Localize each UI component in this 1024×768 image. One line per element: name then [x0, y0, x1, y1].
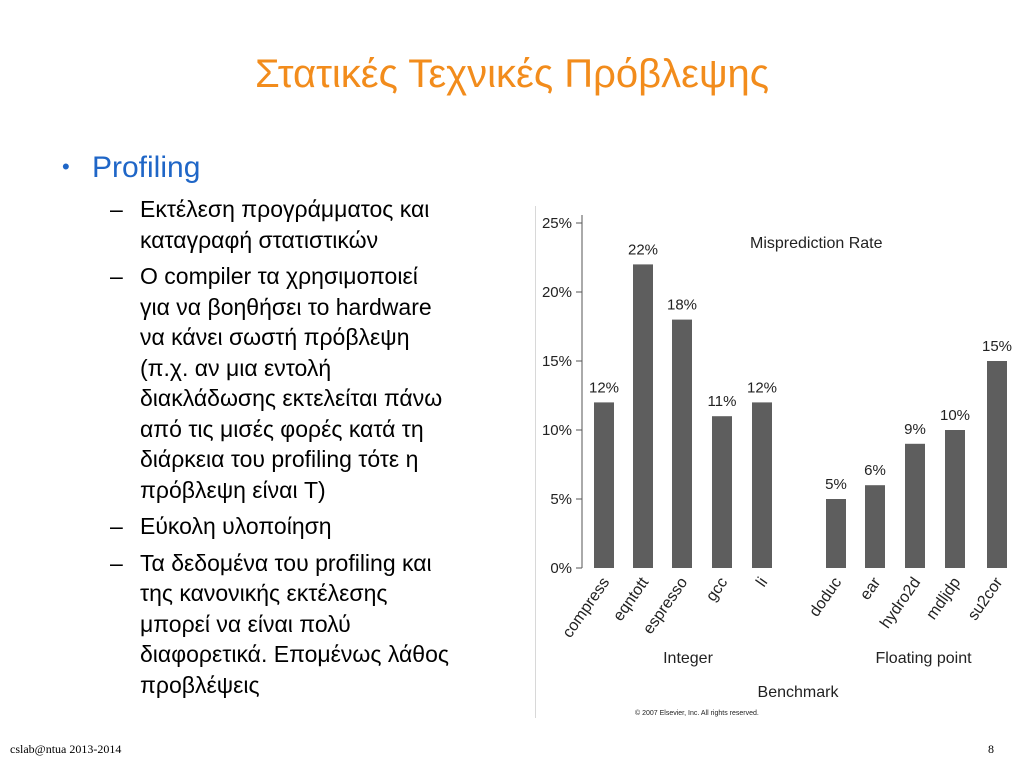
- bar: [865, 485, 885, 568]
- x-tick-label: su2cor: [964, 574, 1007, 624]
- x-tick-label: espresso: [640, 574, 692, 638]
- bar-value-label: 15%: [981, 338, 1013, 355]
- footer-credit: cslab@ntua 2013-2014: [10, 742, 122, 756]
- x-tick-label: hydro2d: [877, 574, 925, 632]
- x-tick-label: gcc: [703, 574, 732, 605]
- sub-bullet-item: [62, 194, 532, 255]
- x-axis-label: Benchmark: [757, 684, 839, 701]
- bullet-list: [62, 150, 532, 706]
- group-label-integer: Integer: [663, 650, 713, 667]
- dash-marker: –: [110, 196, 123, 222]
- bar: [633, 264, 653, 568]
- slide-title: Στατικές Τεχνικές Πρόβλεψης: [254, 52, 770, 96]
- bullet-label: Profiling: [92, 151, 201, 184]
- y-tick-label: 0%: [550, 560, 572, 577]
- bar-value-label: 22%: [627, 241, 659, 259]
- x-tick-label: doduc: [806, 574, 846, 621]
- x-tick-label: ear: [857, 574, 885, 604]
- bar-value-label: 11%: [707, 393, 737, 411]
- bar-value-label: 10%: [939, 407, 971, 424]
- sub-bullet-item: [62, 511, 532, 542]
- sub-bullet-text: Τα δεδομένα του profiling και της κανονικής εκτέλεσης μπορεί να είναι πολύ διαφορετικά. Επομένως λάθος προβλέψεις: [140, 549, 449, 698]
- bar-value-label: 9%: [904, 420, 926, 438]
- page-number: 8: [988, 742, 994, 756]
- sub-bullet-text: Ο compiler τα χρησιμοποιεί για να βοηθήσει το hardware να κάνει σωστή πρόβλεψη (π.χ. αν μια εντολή διακλάδωσης εκτελείται πάνω από τις μισές φορές κατά τη διάρκεια του profiling τότε η πρόβλεψη είναι T): [140, 263, 443, 503]
- y-tick-label: 15%: [541, 353, 572, 370]
- bar: [905, 444, 925, 568]
- sub-bullet-item: [62, 548, 532, 701]
- bar: [826, 499, 846, 568]
- bar: [594, 402, 614, 568]
- misprediction-chart: [530, 200, 1024, 725]
- bar: [752, 402, 772, 568]
- group-label-floating-point: Floating point: [875, 650, 972, 667]
- bar-value-label: 12%: [746, 379, 778, 397]
- dash-marker: –: [110, 263, 123, 289]
- sub-bullet-list: [62, 194, 532, 700]
- bar: [945, 430, 965, 568]
- bullet-marker: •: [62, 154, 70, 179]
- copyright-notice: © 2007 Elsevier, Inc. All rights reserved.: [635, 710, 759, 717]
- dash-marker: –: [110, 549, 123, 576]
- sub-bullet-item: [62, 261, 532, 505]
- sub-bullet-text: Εύκολη υλοποίηση: [140, 513, 332, 539]
- sub-bullet-text: Εκτέλεση προγράμματος και καταγραφή στατιστικών: [140, 196, 430, 253]
- y-tick-label: 5%: [550, 491, 572, 508]
- x-tick-label: mdljdp: [923, 574, 965, 623]
- y-tick-label: 10%: [541, 422, 572, 439]
- dash-marker: –: [110, 513, 123, 539]
- bar-value-label: 5%: [825, 476, 847, 493]
- x-tick-label: compress: [559, 574, 614, 642]
- bar-value-label: 18%: [666, 296, 698, 314]
- bar: [712, 416, 732, 568]
- bar: [987, 361, 1007, 568]
- bullet-profiling: [62, 150, 532, 186]
- chart-title: Misprediction Rate: [750, 235, 883, 252]
- bar-value-label: 12%: [588, 379, 620, 397]
- x-tick-label: li: [753, 574, 772, 591]
- y-tick-label: 20%: [541, 284, 572, 301]
- y-tick-label: 25%: [541, 215, 572, 232]
- bar: [672, 320, 692, 568]
- x-tick-label: eqntott: [610, 574, 653, 625]
- bar-value-label: 6%: [864, 462, 886, 480]
